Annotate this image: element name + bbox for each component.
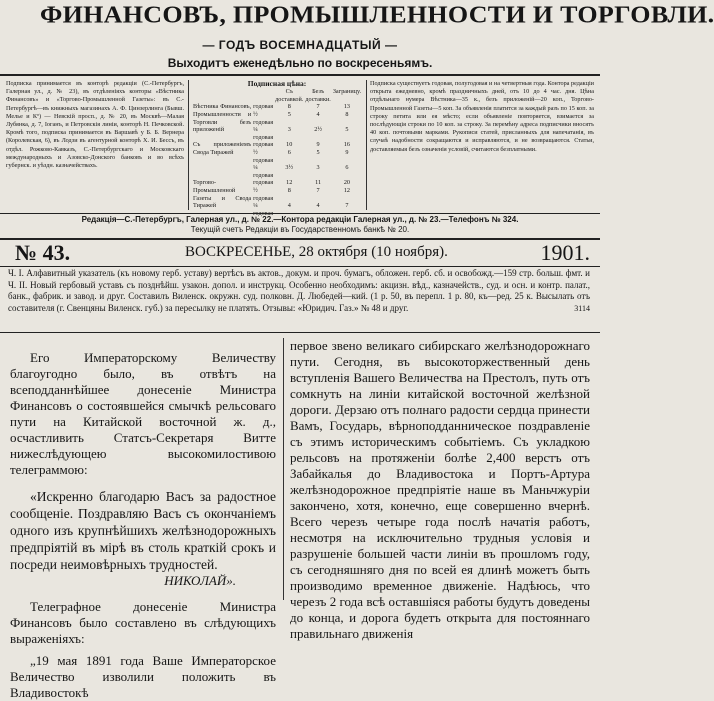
article-paragraph: Телеграфное донесеніе Министра Финансовъ было составлено въ слѣдующихъ выраженіяхъ: bbox=[10, 599, 276, 646]
subscription-right: Подписка существуетъ годовая, полугодовая и на четвертныя года. Контора редакціи открыта ежедневно, кромѣ праздничныхъ дней, отъ 10 до 4 час. дня. Цѣна отдѣльнаго нумера Вѣстника—35 к., безъ приложеній—20 коп., Торгово-Промышленной Газеты—5 коп. За объявленія платится за каждый разъ по 15 коп. за строку петита или ея мѣсто; если объявленіе повторяется, взимается за послѣдующія строки по 10 коп. за строку. За перемѣну адреса подписчики вносятъ 40 коп. почтовыми марками. Рукописи статей, присланныхъ для напечатанія, въ случаѣ надобности сокращаются и исправляются, и не возвращаются. Статьи, доставляемыя безъ означенія условій, считаются безплатными. bbox=[370, 80, 594, 153]
masthead-title: ФИНАНСОВЪ, ПРОМЫШЛЕННОСТИ И ТОРГОВЛИ. bbox=[40, 0, 714, 29]
article-right-column bbox=[290, 338, 590, 641]
issue-rule-bottom bbox=[0, 266, 600, 267]
column-divider bbox=[188, 80, 189, 210]
advertisement-text: Ч. I. Алфавитный указатель (къ новому герб. уставу) вертѣсъ въ актов., докум. и проч. бумагъ, обложен. герб. сб. и освобожд.—159 стр. больш. фмт. и Ч. II. Новый гербовый уставъ съ позднѣйш. узакон. допол. и инструкц. Особенно необходимъ: акцизн. вѣд., казначейств., суд. и осн. и контр. палат., банк., фабрик. и завод. и друг. Составилъ Виленск. окружн. суд. полковн. Д. Любедей—кий. (1 р. 50, въ перепл. 1 р. 80, къ—ред. 25 к. Высылать отъ составителя (г. Свенцяны Виленск. губ.) за пересылку не платять. Отзывы: «Юридич. Газ.» № 48 и друг. bbox=[8, 268, 590, 313]
editorial-address: Редакція—С.-Петербургъ, Галерная ул., д. № 22.—Контора редакціи Галерная ул., д. № 23.—Телефонъ № 324. bbox=[81, 215, 519, 224]
price-col-header: Заграницу. bbox=[332, 88, 361, 96]
bank-account: Текущій счетъ Редакціи въ Государственномъ банкѣ № 20. bbox=[190, 225, 410, 234]
address-rule bbox=[0, 213, 600, 214]
masthead-frequency: Выходитъ еженедѣльно по воскресеньямъ. bbox=[167, 56, 433, 70]
issue-number: № 43. bbox=[15, 240, 71, 265]
signature: НИКОЛАЙ». bbox=[164, 573, 236, 588]
column-divider bbox=[366, 80, 367, 210]
price-table: Съ доставкой. Безъ доставки. Заграницу. Вѣстника Финансовъ, Промышленности и Торговли безъ приложеній годовая 8 7 13 ½ годовая 5 4 8 ¼ годовая 3 2½ 5 Съ приложеніемъ Свода Тиражей годовая 10 9 16 ½ годовая 6 5 9 ¼ годовая 3½ 3 6 Торгово-Промышленной Газеты и Свода Тиражей годовая 12 11 20 ½ годовая 8 7 12 ¼ 4 4 7 bbox=[192, 88, 362, 217]
price-col-header: Съ доставкой. bbox=[275, 88, 304, 103]
header-rule bbox=[0, 74, 600, 76]
ad-rule bbox=[0, 332, 600, 333]
article-paragraph: первое звено великаго сибирскаго желѣзнодорожнаго пути. Сегодня, въ высокоторжественный день вступленія Вашего Величества на Престолъ, путь отъ сомкнуть на линіи китайской восточной желѣзной дороги. Дерзаю отъ полнаго радости сердца принести Вамъ, Государь, вѣрноподданническое поздравленіе съ этимъ историческимъ событіемъ. Съ укладкою рельсовъ на протяженіи болѣе 2,400 верстъ отъ Забайкалья до Владивостока и Портъ-Артура желѣзнодорожное предпріятіе наше въ Маньчжуріи закончено, хотя, конечно, еще совершенно вчернѣ. Всего черезъ четыре года послѣ начатія работъ, несмотря на исключительно трудныя условія и разрушеніе большей части линіи въ прошломъ году, съ сегодняшняго дня по всей ея длинѣ можетъ быть производимо временное движеніе. Надѣюсь, что черезъ 2 года всѣ оставшіяся работы будутъ доведены до конца, и дорога будетъ открыта для постояннаго правильнаго движенія bbox=[290, 338, 590, 641]
telegram-quote: «Искренно благодарю Васъ за радостное сообщеніе. Поздравляю Васъ съ окончаніемъ одного изъ крупнѣйшихъ желѣзнодорожныхъ предпріятій въ мірѣ въ столь краткій срокъ и посреди неимовѣрныхъ трудностей. bbox=[10, 489, 276, 572]
issue-line bbox=[0, 240, 600, 268]
price-group-name: Торгово-Промышленной Газеты и Свода Тиражей bbox=[193, 179, 252, 210]
issue-date: ВОСКРЕСЕНЬЕ, 28 октября (10 ноября). bbox=[185, 244, 448, 260]
article-paragraph: Его Императорскому Величеству благоугодно было, въ отвѣтъ на всеподданнѣйшее донесеніе Министра Финансовъ о состоявшейся смычкѣ рельсоваго пути на Китайской восточной ж. д., осчастливить Статсъ-Секретаря Витте нижеслѣдующею высокомилостивою телеграммою: bbox=[10, 350, 276, 477]
price-block bbox=[192, 80, 362, 210]
price-group-name: Вѣстника Финансовъ, Промышленности и Торговли безъ приложеній bbox=[193, 103, 252, 134]
advertisement-code: 3114 bbox=[574, 303, 590, 313]
issue-year: 1901. bbox=[540, 240, 590, 265]
advertisement bbox=[8, 268, 590, 348]
column-divider bbox=[283, 338, 284, 600]
masthead-year: — ГОДЪ ВОСЕМНАДЦАТЫЙ — bbox=[202, 38, 398, 52]
article-left-column bbox=[10, 350, 276, 700]
subscription-left: Подписка принимается въ конторѣ редакціи (С.-Петербургъ, Галерная ул., д. № 23), въ отдѣленіяхъ конторы «Вѣстника Финансовъ» и «Торгово-Промышленной Газеты»: въ С.-Петербургѣ—въ книжныхъ магазинахъ А. Ф. Цинзерлинга (Бывш. Мелье и Кº) — Невскій просп., д. № 20, въ Москвѣ—Малая Лубянка, д. 7, Іоганъ, и Петровскія линіи, конторѣ Н. Печковской. Кромѣ того, подписка принимается въ Варшавѣ у Б. Б. Вернера (Королевская, 6), въ Лодзи въ агентурной конторѣ Х. И. Бессъ, въ отдѣл. Рожково-Кавказъ, С.-Петербургскаго и Московскаго международныхъ и Азовско-Донского банковъ и во всѣхъ губернск. и уѣздн. казначействахъ. bbox=[6, 80, 184, 170]
article-paragraph: „19 мая 1891 года Ваше Императорское Величество изволили положить въ Владивостокѣ bbox=[10, 653, 276, 700]
price-title: Подписная цѣна: bbox=[247, 79, 307, 88]
price-col-header: Безъ доставки. bbox=[305, 88, 331, 103]
price-group-name: Съ приложеніемъ Свода Тиражей bbox=[193, 141, 252, 156]
